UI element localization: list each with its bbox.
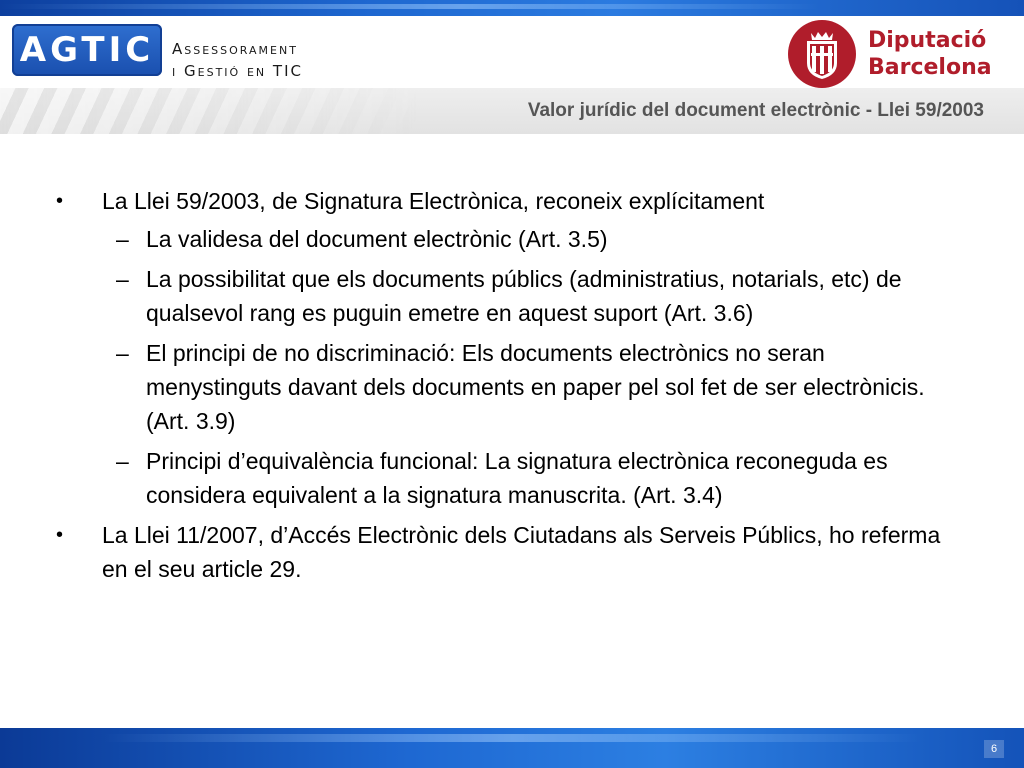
top-band — [0, 0, 1024, 16]
bottom-band — [0, 728, 1024, 768]
slide-title: Valor jurídic del document electrònic - Llei 59/2003 — [527, 100, 984, 121]
dash-icon: – — [116, 340, 129, 366]
title-band-decoration — [0, 88, 420, 134]
bullet-item-2 — [56, 518, 956, 586]
dash-icon: – — [116, 226, 129, 252]
diputacio-name-line1: Diputació — [868, 28, 987, 53]
header — [0, 16, 1024, 88]
bullet-icon: • — [56, 190, 64, 212]
agtic-subtitle-line2: i Gestió en TIC — [172, 62, 303, 80]
diputacio-name — [868, 27, 992, 81]
bullet-text-2: La Llei 11/2007, d’Accés Electrònic dels Ciutadans als Serveis Públics, ho referma en el seu article 29. — [102, 522, 941, 582]
slide-content — [56, 184, 956, 590]
sub-text-2: La possibilitat que els documents públics (administratius, notarials, etc) de qualsevol rang es puguin emetre en aquest suport (Art. 3.6) — [146, 266, 902, 326]
bullet-text-1: La Llei 59/2003, de Signatura Electrònica, reconeix explícitament — [102, 188, 765, 214]
sub-item-1 — [56, 222, 956, 256]
agtic-subtitle — [172, 38, 303, 82]
sub-text-4: Principi d’equivalència funcional: La signatura electrònica reconeguda es considera equivalent a la signatura manuscrita. (Art. 3.4) — [146, 448, 888, 508]
bullet-icon: • — [56, 524, 64, 546]
agtic-subtitle-line1: Assessorament — [172, 40, 298, 58]
sub-text-1: La validesa del document electrònic (Art. 3.5) — [146, 226, 608, 252]
sub-item-4 — [56, 444, 956, 512]
diputacio-name-line2: Barcelona — [868, 55, 992, 80]
agtic-logo-text: AGTIC — [19, 30, 155, 70]
page-number: 6 — [984, 740, 1004, 758]
bullet-item-1 — [56, 184, 956, 218]
sub-text-3: El principi de no discriminació: Els documents electrònics no seran menystinguts davant dels documents en paper pel sol fet de ser electrònicis. (Art. 3.9) — [146, 340, 925, 434]
sub-item-2 — [56, 262, 956, 330]
sub-item-3 — [56, 336, 956, 438]
dash-icon: – — [116, 266, 129, 292]
title-band — [0, 88, 1024, 134]
diputacio-seal-icon — [787, 19, 857, 89]
dash-icon: – — [116, 448, 129, 474]
agtic-logo — [12, 24, 162, 76]
